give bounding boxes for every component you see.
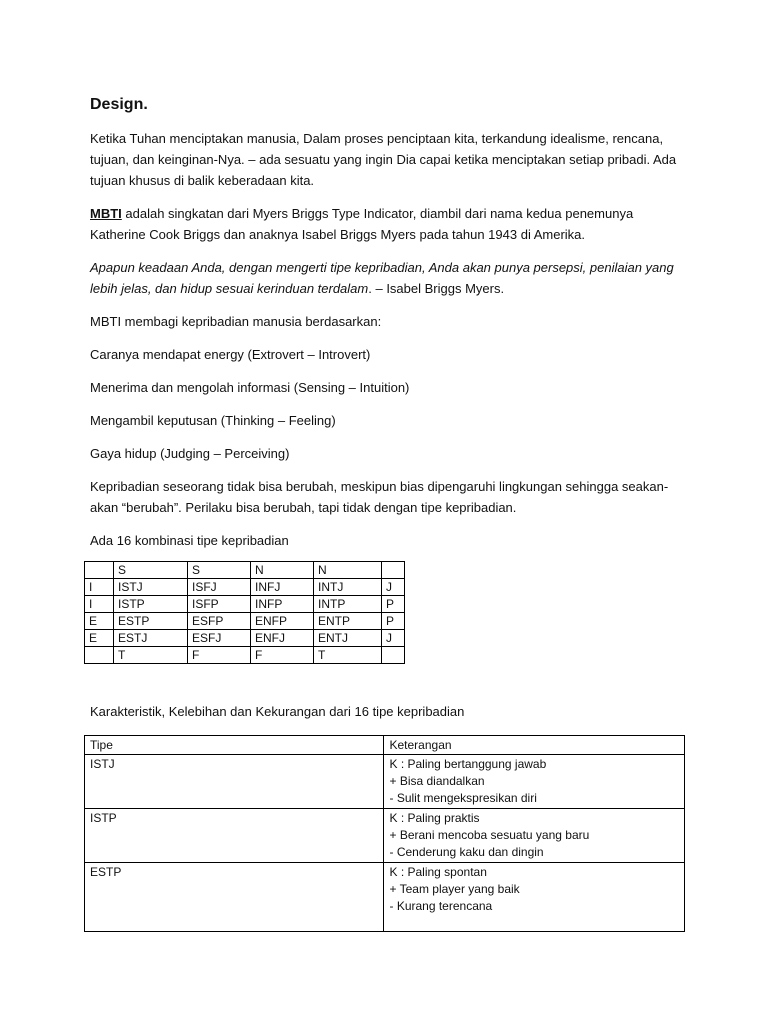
quote-author: . – Isabel Briggs Myers. — [368, 281, 505, 296]
table-cell: J — [382, 630, 405, 647]
description-line: - Sulit mengekspresikan diri — [389, 791, 537, 805]
table-cell: P — [382, 596, 405, 613]
table-cell: ESTP — [114, 613, 188, 630]
quote-text: Apapun keadaan Anda, dengan mengerti tipe kepribadian, Anda akan punya persepsi, penilaian yang lebih jelas, dan hidup sesuai kerinduan terdalam — [90, 260, 674, 296]
table-cell: J — [382, 579, 405, 596]
table-cell: ENTJ — [314, 630, 382, 647]
mbti-term: MBTI — [90, 206, 122, 221]
table-cell: ISFP — [188, 596, 251, 613]
table-cell: ESFP — [188, 613, 251, 630]
document-body — [90, 94, 680, 563]
header-cell-keterangan: Keterangan — [384, 736, 685, 755]
table-cell: ENTP — [314, 613, 382, 630]
mbti-dimensions-intro: MBTI membagi kepribadian manusia berdasarkan: — [90, 314, 382, 329]
mbti-definition-paragraph — [90, 203, 680, 245]
combination-table — [84, 561, 405, 664]
description-line: K : Paling praktis — [389, 811, 480, 825]
document-title: Design. — [90, 96, 148, 113]
dimension-information: Menerima dan mengolah informasi (Sensing – Intuition) — [90, 380, 410, 395]
table-cell: S — [114, 562, 188, 579]
combination-intro: Ada 16 kombinasi tipe kepribadian — [90, 533, 289, 548]
types-heading: Karakteristik, Kelebihan dan Kekurangan dari 16 tipe kepribadian — [90, 704, 465, 719]
dimension-energy: Caranya mendapat energy (Extrovert – Introvert) — [90, 347, 371, 362]
table-row — [85, 613, 405, 630]
quote-paragraph — [90, 257, 680, 299]
table-cell — [85, 562, 114, 579]
table-cell: I — [85, 579, 114, 596]
table-cell: T — [314, 647, 382, 664]
table-cell: N — [251, 562, 314, 579]
table-row — [85, 579, 405, 596]
table-cell: F — [188, 647, 251, 664]
table-cell: ENFJ — [251, 630, 314, 647]
table-cell — [382, 562, 405, 579]
description-cell — [384, 755, 685, 809]
table-header-row — [85, 736, 685, 755]
table-cell: ISTJ — [114, 579, 188, 596]
table-cell: INTP — [314, 596, 382, 613]
table-cell: E — [85, 630, 114, 647]
mbti-definition-text: adalah singkatan dari Myers Briggs Type Indicator, diambil dari nama kedua penemunya Katherine Cook Briggs dan anaknya Isabel Briggs Myers pada tahun 1943 di Amerika. — [90, 206, 634, 242]
table-row — [85, 755, 685, 809]
table-cell — [382, 647, 405, 664]
table-cell: E — [85, 613, 114, 630]
table-row — [85, 562, 405, 579]
description-line: - Kurang terencana — [389, 899, 493, 913]
table-row — [85, 596, 405, 613]
description-line: + Bisa diandalkan — [389, 774, 485, 788]
table-cell: ISTP — [114, 596, 188, 613]
description-line: K : Paling spontan — [389, 865, 487, 879]
description-line: + Team player yang baik — [389, 882, 520, 896]
dimension-decision: Mengambil keputusan (Thinking – Feeling) — [90, 413, 336, 428]
table-cell — [85, 647, 114, 664]
description-line: - Cenderung kaku dan dingin — [389, 845, 544, 859]
table-cell: INFJ — [251, 579, 314, 596]
table-row — [85, 630, 405, 647]
header-cell-tipe: Tipe — [85, 736, 384, 755]
intro-paragraph: Ketika Tuhan menciptakan manusia, Dalam proses penciptaan kita, terkandung idealisme, rencana, tujuan, dan keinginan-Nya. – ada sesuatu yang ingin Dia capai ketika menciptakan setiap pribadi. Ada tujuan khusus di balik keberadaan kita. — [90, 131, 677, 188]
dimension-lifestyle: Gaya hidup (Judging – Perceiving) — [90, 446, 290, 461]
table-cell: ESTJ — [114, 630, 188, 647]
type-cell: ISTJ — [85, 755, 384, 809]
table-row — [85, 809, 685, 863]
description-cell — [384, 809, 685, 863]
table-cell: F — [251, 647, 314, 664]
table-cell: ISFJ — [188, 579, 251, 596]
table-cell: ENFP — [251, 613, 314, 630]
table-cell: INFP — [251, 596, 314, 613]
type-cell: ESTP — [85, 863, 384, 932]
table-cell: ESFJ — [188, 630, 251, 647]
table-cell: T — [114, 647, 188, 664]
types-table — [84, 735, 685, 932]
table-cell: S — [188, 562, 251, 579]
type-cell: ISTP — [85, 809, 384, 863]
table-cell: N — [314, 562, 382, 579]
table-cell: P — [382, 613, 405, 630]
table-cell: INTJ — [314, 579, 382, 596]
personality-note-paragraph: Kepribadian seseorang tidak bisa berubah, meskipun bias dipengaruhi lingkungan sehingga seakan-akan “berubah”. Perilaku bisa berubah, tapi tidak dengan tipe kepribadian. — [90, 479, 669, 515]
description-line: + Berani mencoba sesuatu yang baru — [389, 828, 590, 842]
table-cell: I — [85, 596, 114, 613]
table-row — [85, 863, 685, 932]
table-row — [85, 647, 405, 664]
description-line: K : Paling bertanggung jawab — [389, 757, 547, 771]
description-cell — [384, 863, 685, 932]
